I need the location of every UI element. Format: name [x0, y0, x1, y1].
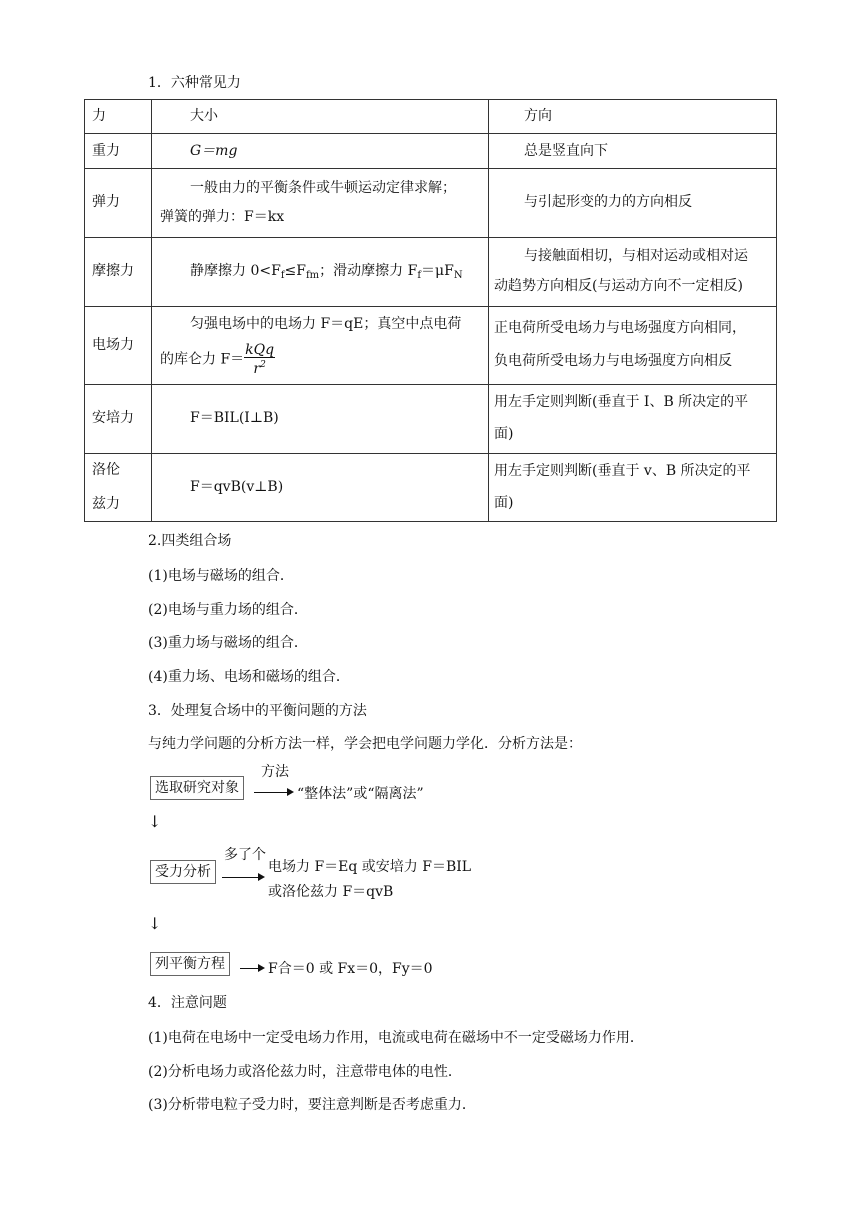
row-friction-size: 静摩擦力 $0<F_f\le F_{fm}$；滑动摩擦力 $F_f=\mu F_N$: [190, 263, 463, 281]
row-lorentz-direction-line1: 用左手定则判断(垂直于 v、B 所决定的平: [494, 463, 751, 479]
flow-down-arrow-1: ↓: [148, 812, 162, 831]
row-friction-direction-line2: 动趋势方向相反(与运动方向不一定相反): [494, 278, 743, 294]
row-elastic-size-line1: 一般由力的平衡条件或牛顿运动定律求解；: [190, 180, 456, 196]
row-electric-direction-line1: 正电荷所受电场力与电场强度方向相同，: [494, 320, 746, 336]
flow-arrowhead-3: [258, 964, 265, 972]
row-electric-direction-line2: 负电荷所受电场力与电场强度方向相反: [494, 353, 732, 369]
row-elastic-force: 弹力: [92, 194, 120, 210]
flow-label-extra: 多了个: [224, 847, 266, 863]
row-gravity-size: G＝mg: [190, 143, 238, 159]
section-2-item: (2)电场与重力场的组合．: [148, 602, 308, 618]
section-4-item: (2)分析电场力或洛伦兹力时，注意带电体的电性．: [148, 1064, 462, 1080]
section-3-title: 3．处理复合场中的平衡问题的方法: [148, 703, 367, 719]
flow-label-method: 方法: [261, 764, 289, 780]
section-2-item: (4)重力场、电场和磁场的组合．: [148, 669, 350, 685]
row-lorentz-direction-line2: 面): [494, 495, 514, 511]
row-friction-direction-line1: 与接触面相切，与相对运动或相对运: [524, 248, 748, 264]
row-electric-size-line1: 匀强电场中的电场力 F＝qE；真空中点电荷: [190, 316, 462, 332]
row-gravity-direction: 总是竖直向下: [524, 143, 608, 159]
header-direction: 方向: [524, 108, 552, 124]
flow-box-select-object: 选取研究对象: [150, 776, 244, 800]
flow-extra-forces-line2: 或洛伦兹力 F＝qvB: [268, 884, 394, 900]
row-lorentz-force-line2: 兹力: [92, 496, 120, 512]
row-ampere-size: F＝BIL(I⊥B): [190, 410, 279, 426]
flow-text-method: “整体法”或“隔离法”: [297, 786, 424, 802]
flow-arrowhead-2: [258, 873, 265, 881]
row-electric-size-line2: 的库仑力 F＝ $\frac{\text{kQq}}{r^2}$: [160, 342, 275, 377]
section-2-item: (1)电场与磁场的组合．: [148, 568, 294, 584]
forces-table: [84, 99, 777, 522]
flow-extra-forces-line1: 电场力 F＝Eq 或安培力 F＝BIL: [268, 859, 472, 875]
row-electric-force: 电场力: [92, 337, 134, 353]
section-2-title: 2.四类组合场: [148, 533, 232, 549]
section-3-intro: 与纯力学问题的分析方法一样，学会把电学问题力学化．分析方法是：: [148, 736, 582, 752]
flow-box-force-analysis: 受力分析: [150, 860, 216, 884]
row-lorentz-size: F＝qvB(v⊥B): [190, 479, 284, 495]
flow-arrowhead-1: [287, 788, 294, 796]
row-ampere-direction-line2: 面): [494, 426, 514, 442]
section-2-item: (3)重力场与磁场的组合．: [148, 635, 308, 651]
row-elastic-size-line2: 弹簧的弹力：F＝kx: [160, 209, 285, 225]
flow-arrow-2: [222, 877, 259, 878]
section-4-item: (1)电荷在电场中一定受电场力作用，电流或电荷在磁场中不一定受磁场力作用．: [148, 1030, 644, 1046]
flow-equilibrium-equation: F合＝0 或 Fx＝0，Fy＝0: [268, 961, 433, 977]
header-force: 力: [92, 108, 106, 124]
row-ampere-direction-line1: 用左手定则判断(垂直于 I、B 所决定的平: [494, 394, 749, 410]
row-ampere-force: 安培力: [92, 410, 134, 426]
flow-box-equation: 列平衡方程: [150, 952, 230, 976]
row-lorentz-force-line1: 洛伦: [92, 462, 120, 478]
flow-arrow-3: [240, 968, 259, 969]
header-size: 大小: [190, 108, 218, 124]
flow-arrow-1: [254, 792, 288, 793]
section-4-title: 4．注意问题: [148, 995, 227, 1011]
flow-down-arrow-2: ↓: [148, 914, 162, 933]
section-4-item: (3)分析带电粒子受力时，要注意判断是否考虑重力．: [148, 1097, 476, 1113]
row-elastic-direction: 与引起形变的力的方向相反: [524, 194, 692, 210]
row-friction-force: 摩擦力: [92, 263, 134, 279]
section-1-title: 1．六种常见力: [148, 75, 241, 91]
row-gravity-force: 重力: [92, 143, 120, 159]
